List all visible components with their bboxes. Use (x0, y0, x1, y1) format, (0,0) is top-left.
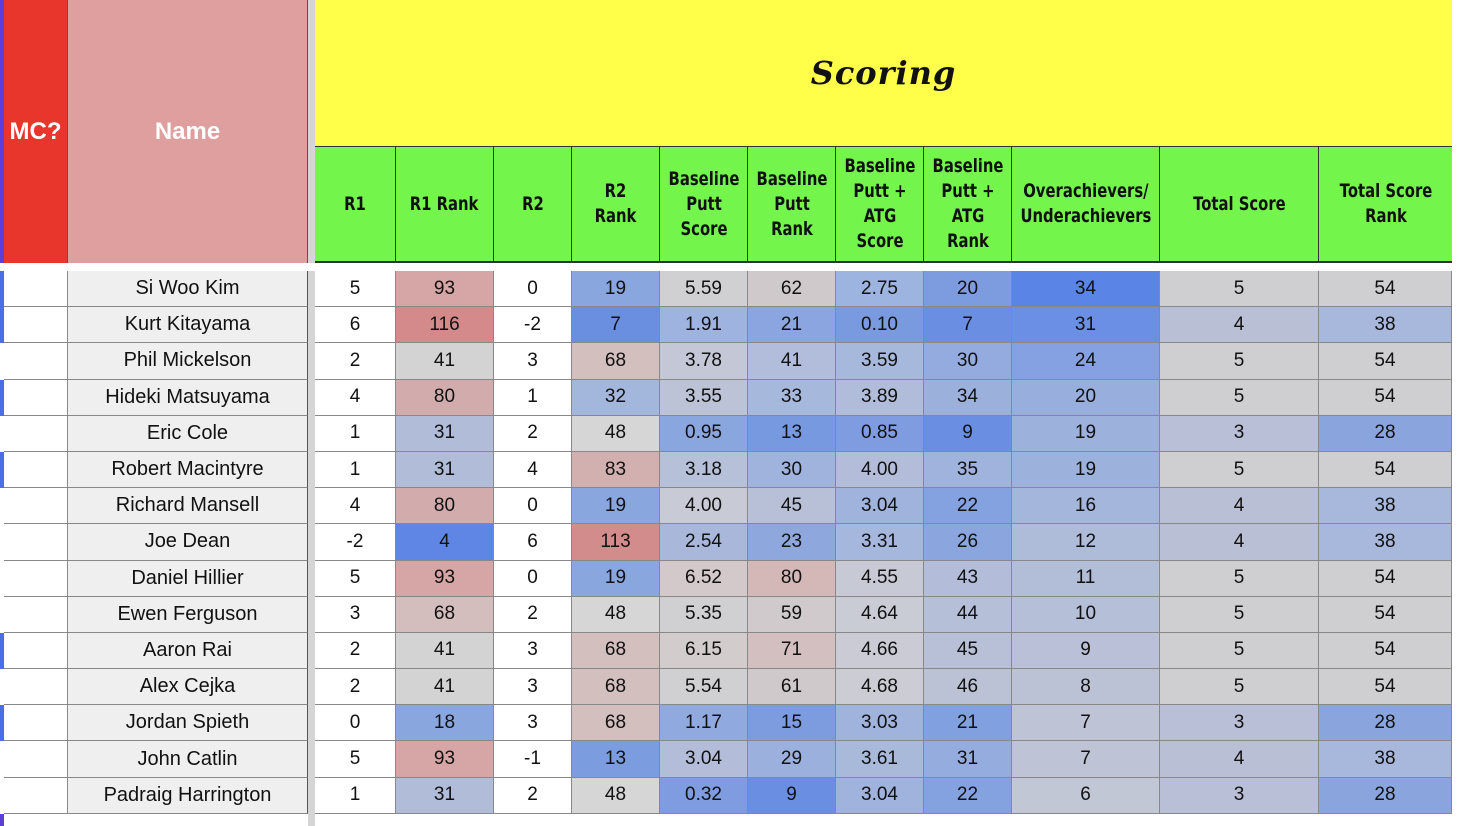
total-score-rank-cell[interactable]: 54 (1319, 633, 1452, 669)
baseline-putt-score-cell[interactable]: 0.95 (660, 416, 748, 452)
over-under-cell[interactable]: 19 (1012, 452, 1160, 488)
r2-rank-cell[interactable]: 68 (572, 633, 660, 669)
r2-rank-cell[interactable]: 113 (572, 524, 660, 560)
baseline-putt-rank-cell[interactable]: 80 (748, 561, 836, 597)
header-cell-total-score[interactable] (1160, 147, 1319, 261)
baseline-putt-score-cell[interactable]: 3.78 (660, 343, 748, 379)
baseline-putt-rank-cell[interactable]: 13 (748, 416, 836, 452)
r2-cell[interactable]: 4 (494, 452, 572, 488)
mc-cell[interactable] (4, 705, 68, 741)
header-cell-baseline-putt-score[interactable] (660, 147, 748, 261)
header-r1-label: R1 (344, 192, 366, 215)
header-cell-r2-rank[interactable] (572, 147, 660, 261)
total-score-cell[interactable]: 5 (1160, 343, 1319, 379)
baseline-putt-atg-rank-cell[interactable]: 35 (924, 452, 1012, 488)
divider-cell (308, 633, 315, 669)
table-row (0, 741, 1452, 777)
mc-cell[interactable] (4, 271, 68, 307)
mc-cell[interactable] (4, 416, 68, 452)
total-score-rank-cell[interactable]: 54 (1319, 452, 1452, 488)
baseline-putt-atg-rank-cell[interactable]: 21 (924, 705, 1012, 741)
r2-cell[interactable]: 2 (494, 416, 572, 452)
r1-cell[interactable]: 5 (315, 741, 396, 777)
baseline-putt-score-cell[interactable]: 2.54 (660, 524, 748, 560)
r2-rank-cell[interactable]: 68 (572, 705, 660, 741)
total-score-rank-cell[interactable]: 28 (1319, 705, 1452, 741)
divider-cell (308, 380, 315, 416)
baseline-putt-atg-score-cell[interactable]: 3.89 (836, 380, 924, 416)
total-score-rank-cell[interactable]: 54 (1319, 597, 1452, 633)
total-score-rank-cell[interactable]: 28 (1319, 416, 1452, 452)
header-cell-baseline-putt-atg-rank[interactable] (924, 147, 1012, 261)
total-score-cell[interactable]: 4 (1160, 307, 1319, 343)
header-cell-r2[interactable] (494, 147, 572, 261)
r2-cell[interactable]: 3 (494, 669, 572, 705)
divider-cell (308, 343, 315, 379)
r2-rank-cell[interactable]: 32 (572, 380, 660, 416)
r1-rank-cell[interactable]: 31 (396, 778, 494, 814)
baseline-putt-rank-cell[interactable]: 45 (748, 488, 836, 524)
baseline-putt-score-cell[interactable]: 3.55 (660, 380, 748, 416)
total-score-rank-cell[interactable]: 38 (1319, 741, 1452, 777)
scoring-column-headers (315, 147, 1452, 263)
player-name-cell[interactable]: Richard Mansell (68, 488, 308, 524)
baseline-putt-atg-score-cell[interactable]: 4.00 (836, 452, 924, 488)
r1-rank-cell[interactable]: 41 (396, 669, 494, 705)
r2-cell[interactable]: -1 (494, 741, 572, 777)
r2-rank-cell[interactable]: 48 (572, 416, 660, 452)
player-name-cell[interactable]: Daniel Hillier (68, 561, 308, 597)
r2-rank-cell[interactable]: 48 (572, 778, 660, 814)
r2-cell[interactable]: 0 (494, 561, 572, 597)
baseline-putt-score-cell[interactable]: 3.18 (660, 452, 748, 488)
mc-cell[interactable] (4, 633, 68, 669)
r2-rank-cell[interactable]: 68 (572, 669, 660, 705)
r1-cell[interactable]: 5 (315, 271, 396, 307)
baseline-putt-atg-score-cell[interactable]: 3.61 (836, 741, 924, 777)
baseline-putt-atg-score-cell[interactable]: 3.03 (836, 705, 924, 741)
r2-rank-cell[interactable]: 83 (572, 452, 660, 488)
baseline-putt-score-cell[interactable]: 3.04 (660, 741, 748, 777)
table-row (0, 452, 1452, 488)
mc-cell[interactable] (4, 380, 68, 416)
r2-cell[interactable]: 1 (494, 380, 572, 416)
baseline-putt-rank-cell[interactable]: 59 (748, 597, 836, 633)
r2-cell[interactable]: 2 (494, 597, 572, 633)
over-under-cell[interactable]: 10 (1012, 597, 1160, 633)
mc-column-header[interactable]: MC? (4, 0, 68, 263)
baseline-putt-atg-score-cell[interactable]: 4.55 (836, 561, 924, 597)
r2-rank-cell[interactable]: 7 (572, 307, 660, 343)
header-cell-over-under[interactable] (1012, 147, 1160, 261)
divider-cell (308, 416, 315, 452)
r1-cell[interactable]: 1 (315, 452, 396, 488)
over-under-cell[interactable]: 31 (1012, 307, 1160, 343)
mc-cell[interactable] (4, 524, 68, 560)
header-baseline-putt-score-label: Baseline Putt Score (668, 167, 739, 240)
header-cell-r1-rank[interactable] (396, 147, 494, 261)
total-score-cell[interactable]: 3 (1160, 705, 1319, 741)
baseline-putt-score-cell[interactable]: 5.35 (660, 597, 748, 633)
baseline-putt-atg-rank-cell[interactable]: 46 (924, 669, 1012, 705)
header-cell-baseline-putt-rank[interactable] (748, 147, 836, 261)
baseline-putt-rank-cell[interactable]: 23 (748, 524, 836, 560)
r1-rank-cell[interactable]: 93 (396, 561, 494, 597)
over-under-cell[interactable]: 12 (1012, 524, 1160, 560)
player-name-cell[interactable]: Ewen Ferguson (68, 597, 308, 633)
mc-cell[interactable] (4, 452, 68, 488)
r2-rank-cell[interactable]: 13 (572, 741, 660, 777)
total-score-rank-cell[interactable]: 54 (1319, 561, 1452, 597)
r1-cell[interactable]: 2 (315, 633, 396, 669)
table-row (0, 597, 1452, 633)
baseline-putt-rank-cell[interactable]: 21 (748, 307, 836, 343)
r2-cell[interactable]: 3 (494, 343, 572, 379)
baseline-putt-score-cell[interactable]: 6.15 (660, 633, 748, 669)
baseline-putt-atg-rank-cell[interactable]: 7 (924, 307, 1012, 343)
over-under-cell[interactable]: 34 (1012, 271, 1160, 307)
divider-cell (308, 669, 315, 705)
player-name-cell[interactable]: Alex Cejka (68, 669, 308, 705)
baseline-putt-atg-rank-cell[interactable]: 34 (924, 380, 1012, 416)
player-name-cell[interactable]: John Catlin (68, 741, 308, 777)
baseline-putt-score-cell[interactable]: 0.32 (660, 778, 748, 814)
mc-cell[interactable] (4, 488, 68, 524)
r2-cell[interactable]: 6 (494, 524, 572, 560)
mc-cell[interactable] (4, 597, 68, 633)
baseline-putt-atg-score-cell[interactable]: 0.10 (836, 307, 924, 343)
baseline-putt-atg-score-cell[interactable]: 2.75 (836, 271, 924, 307)
baseline-putt-atg-score-cell[interactable]: 4.64 (836, 597, 924, 633)
r1-rank-cell[interactable]: 31 (396, 452, 494, 488)
r2-cell[interactable]: 0 (494, 488, 572, 524)
header-baseline-putt-atg-rank-label: Baseline Putt + ATG Rank (932, 155, 1003, 252)
baseline-putt-atg-score-cell[interactable]: 3.04 (836, 488, 924, 524)
table-row (0, 271, 1452, 307)
baseline-putt-atg-rank-cell[interactable]: 30 (924, 343, 1012, 379)
header-r2-label: R2 (521, 192, 544, 215)
r1-rank-cell[interactable]: 31 (396, 416, 494, 452)
total-score-rank-cell[interactable]: 54 (1319, 669, 1452, 705)
divider-cell (308, 488, 315, 524)
baseline-putt-rank-cell[interactable]: 9 (748, 778, 836, 814)
header-gap-row (0, 263, 1452, 271)
table-row (0, 633, 1452, 669)
baseline-putt-score-cell[interactable]: 5.54 (660, 669, 748, 705)
baseline-putt-rank-cell[interactable]: 71 (748, 633, 836, 669)
r1-rank-cell[interactable]: 80 (396, 380, 494, 416)
table-row (0, 380, 1452, 416)
baseline-putt-rank-cell[interactable]: 29 (748, 741, 836, 777)
divider-cell (308, 452, 315, 488)
r2-cell[interactable]: 2 (494, 778, 572, 814)
r1-cell[interactable]: 1 (315, 778, 396, 814)
total-score-cell[interactable]: 5 (1160, 561, 1319, 597)
mc-cell[interactable] (4, 561, 68, 597)
player-name-cell[interactable]: Padraig Harrington (68, 778, 308, 814)
mc-cell[interactable] (4, 778, 68, 814)
r1-cell[interactable]: 4 (315, 488, 396, 524)
baseline-putt-atg-rank-cell[interactable]: 22 (924, 778, 1012, 814)
divider-cell (308, 705, 315, 741)
r2-cell[interactable]: 0 (494, 271, 572, 307)
baseline-putt-rank-cell[interactable]: 15 (748, 705, 836, 741)
total-score-rank-cell[interactable]: 54 (1319, 271, 1452, 307)
header-baseline-putt-atg-score-label: Baseline Putt + ATG Score (844, 155, 915, 252)
total-score-cell[interactable]: 3 (1160, 778, 1319, 814)
over-under-cell[interactable]: 11 (1012, 561, 1160, 597)
total-score-rank-cell[interactable]: 28 (1319, 778, 1452, 814)
over-under-cell[interactable]: 9 (1012, 633, 1160, 669)
baseline-putt-atg-score-cell[interactable]: 3.04 (836, 778, 924, 814)
baseline-putt-atg-rank-cell[interactable]: 26 (924, 524, 1012, 560)
baseline-putt-atg-rank-cell[interactable]: 20 (924, 271, 1012, 307)
player-name-cell[interactable]: Eric Cole (68, 416, 308, 452)
baseline-putt-score-cell[interactable]: 1.17 (660, 705, 748, 741)
name-column-header[interactable]: Name (68, 0, 308, 263)
table-row (0, 705, 1452, 741)
baseline-putt-atg-score-cell[interactable]: 4.68 (836, 669, 924, 705)
r1-cell[interactable]: 3 (315, 597, 396, 633)
total-score-cell[interactable]: 3 (1160, 416, 1319, 452)
total-score-cell[interactable]: 5 (1160, 452, 1319, 488)
player-name-cell[interactable]: Aaron Rai (68, 633, 308, 669)
total-score-rank-cell[interactable]: 54 (1319, 343, 1452, 379)
table-row (0, 778, 1452, 814)
r1-cell[interactable]: 4 (315, 380, 396, 416)
baseline-putt-atg-rank-cell[interactable]: 22 (924, 488, 1012, 524)
player-name-cell[interactable]: Joe Dean (68, 524, 308, 560)
baseline-putt-atg-score-cell[interactable]: 0.85 (836, 416, 924, 452)
r1-rank-cell[interactable]: 93 (396, 271, 494, 307)
table-row (0, 307, 1452, 343)
r1-rank-cell[interactable]: 80 (396, 488, 494, 524)
over-under-cell[interactable]: 19 (1012, 416, 1160, 452)
total-score-cell[interactable]: 4 (1160, 524, 1319, 560)
r2-cell[interactable]: -2 (494, 307, 572, 343)
r1-cell[interactable]: 2 (315, 669, 396, 705)
over-under-cell[interactable]: 16 (1012, 488, 1160, 524)
table-row (0, 669, 1452, 705)
divider-cell (308, 524, 315, 560)
player-name-cell[interactable]: Si Woo Kim (68, 271, 308, 307)
r2-rank-cell[interactable]: 19 (572, 271, 660, 307)
total-score-rank-cell[interactable]: 54 (1319, 380, 1452, 416)
header-over-under-label: Overachievers/ Underachievers (1020, 180, 1151, 227)
header-total-score-rank-label: Total Score Rank (1339, 180, 1432, 227)
mc-cell[interactable] (4, 669, 68, 705)
divider-cell (308, 597, 315, 633)
table-row (0, 524, 1452, 560)
r2-cell[interactable]: 3 (494, 633, 572, 669)
r1-cell[interactable]: 1 (315, 416, 396, 452)
player-name-cell[interactable]: Jordan Spieth (68, 705, 308, 741)
player-name-cell[interactable]: Robert Macintyre (68, 452, 308, 488)
total-score-rank-cell[interactable]: 38 (1319, 488, 1452, 524)
r2-rank-cell[interactable]: 19 (572, 488, 660, 524)
baseline-putt-rank-cell[interactable]: 62 (748, 271, 836, 307)
header-cell-total-score-rank[interactable] (1319, 147, 1452, 261)
baseline-putt-score-cell[interactable]: 5.59 (660, 271, 748, 307)
r1-rank-cell[interactable]: 93 (396, 741, 494, 777)
over-under-cell[interactable]: 7 (1012, 741, 1160, 777)
header-total-score-label: Total Score (1192, 192, 1286, 215)
divider-cell (308, 561, 315, 597)
r2-rank-cell[interactable]: 48 (572, 597, 660, 633)
r1-rank-cell[interactable]: 116 (396, 307, 494, 343)
r1-cell[interactable]: 5 (315, 561, 396, 597)
mc-cell[interactable] (4, 741, 68, 777)
r1-rank-cell[interactable]: 4 (396, 524, 494, 560)
header-r2-rank-label: R2 Rank (594, 180, 637, 227)
r1-rank-cell[interactable]: 18 (396, 705, 494, 741)
baseline-putt-score-cell[interactable]: 1.91 (660, 307, 748, 343)
table-body (0, 271, 1452, 814)
r1-cell[interactable]: 2 (315, 343, 396, 379)
baseline-putt-atg-score-cell[interactable]: 3.31 (836, 524, 924, 560)
baseline-putt-atg-score-cell[interactable]: 3.59 (836, 343, 924, 379)
r1-rank-cell[interactable]: 68 (396, 597, 494, 633)
r2-rank-cell[interactable]: 19 (572, 561, 660, 597)
baseline-putt-atg-rank-cell[interactable]: 9 (924, 416, 1012, 452)
divider-cell (308, 778, 315, 814)
total-score-cell[interactable]: 4 (1160, 741, 1319, 777)
divider-cell (308, 307, 315, 343)
r2-cell[interactable]: 3 (494, 705, 572, 741)
baseline-putt-score-cell[interactable]: 6.52 (660, 561, 748, 597)
baseline-putt-atg-rank-cell[interactable]: 45 (924, 633, 1012, 669)
baseline-putt-rank-cell[interactable]: 41 (748, 343, 836, 379)
baseline-putt-atg-rank-cell[interactable]: 44 (924, 597, 1012, 633)
player-name-cell[interactable]: Phil Mickelson (68, 343, 308, 379)
total-score-cell[interactable]: 5 (1160, 380, 1319, 416)
r1-rank-cell[interactable]: 41 (396, 343, 494, 379)
over-under-cell[interactable]: 20 (1012, 380, 1160, 416)
header-r1-rank-label: R1 Rank (410, 192, 479, 215)
r1-rank-cell[interactable]: 41 (396, 633, 494, 669)
table-row (0, 488, 1452, 524)
r1-cell[interactable]: 0 (315, 705, 396, 741)
total-score-cell[interactable]: 5 (1160, 597, 1319, 633)
over-under-cell[interactable]: 7 (1012, 705, 1160, 741)
mc-cell[interactable] (4, 307, 68, 343)
r1-cell[interactable]: 6 (315, 307, 396, 343)
baseline-putt-rank-cell[interactable]: 30 (748, 452, 836, 488)
total-score-rank-cell[interactable]: 38 (1319, 307, 1452, 343)
table-row (0, 343, 1452, 379)
player-name-cell[interactable]: Hideki Matsuyama (68, 380, 308, 416)
baseline-putt-rank-cell[interactable]: 33 (748, 380, 836, 416)
over-under-cell[interactable]: 8 (1012, 669, 1160, 705)
total-score-cell[interactable]: 5 (1160, 633, 1319, 669)
player-name-cell[interactable]: Kurt Kitayama (68, 307, 308, 343)
table-row (0, 416, 1452, 452)
header-cell-r1[interactable] (315, 147, 396, 261)
baseline-putt-atg-rank-cell[interactable]: 43 (924, 561, 1012, 597)
baseline-putt-atg-rank-cell[interactable]: 31 (924, 741, 1012, 777)
baseline-putt-score-cell[interactable]: 4.00 (660, 488, 748, 524)
header-baseline-putt-rank-label: Baseline Putt Rank (756, 167, 827, 240)
r1-cell[interactable]: -2 (315, 524, 396, 560)
mc-cell[interactable] (4, 343, 68, 379)
baseline-putt-rank-cell[interactable]: 61 (748, 669, 836, 705)
total-score-cell[interactable]: 5 (1160, 271, 1319, 307)
baseline-putt-atg-score-cell[interactable]: 4.66 (836, 633, 924, 669)
total-score-cell[interactable]: 4 (1160, 488, 1319, 524)
table-row (0, 561, 1452, 597)
r2-rank-cell[interactable]: 68 (572, 343, 660, 379)
over-under-cell[interactable]: 24 (1012, 343, 1160, 379)
divider-cell (308, 741, 315, 777)
divider-cell (308, 271, 315, 307)
header-cell-baseline-putt-atg-score[interactable] (836, 147, 924, 261)
total-score-rank-cell[interactable]: 38 (1319, 524, 1452, 560)
total-score-cell[interactable]: 5 (1160, 669, 1319, 705)
over-under-cell[interactable]: 6 (1012, 778, 1160, 814)
scoring-section-header[interactable]: Scoring (315, 0, 1452, 147)
